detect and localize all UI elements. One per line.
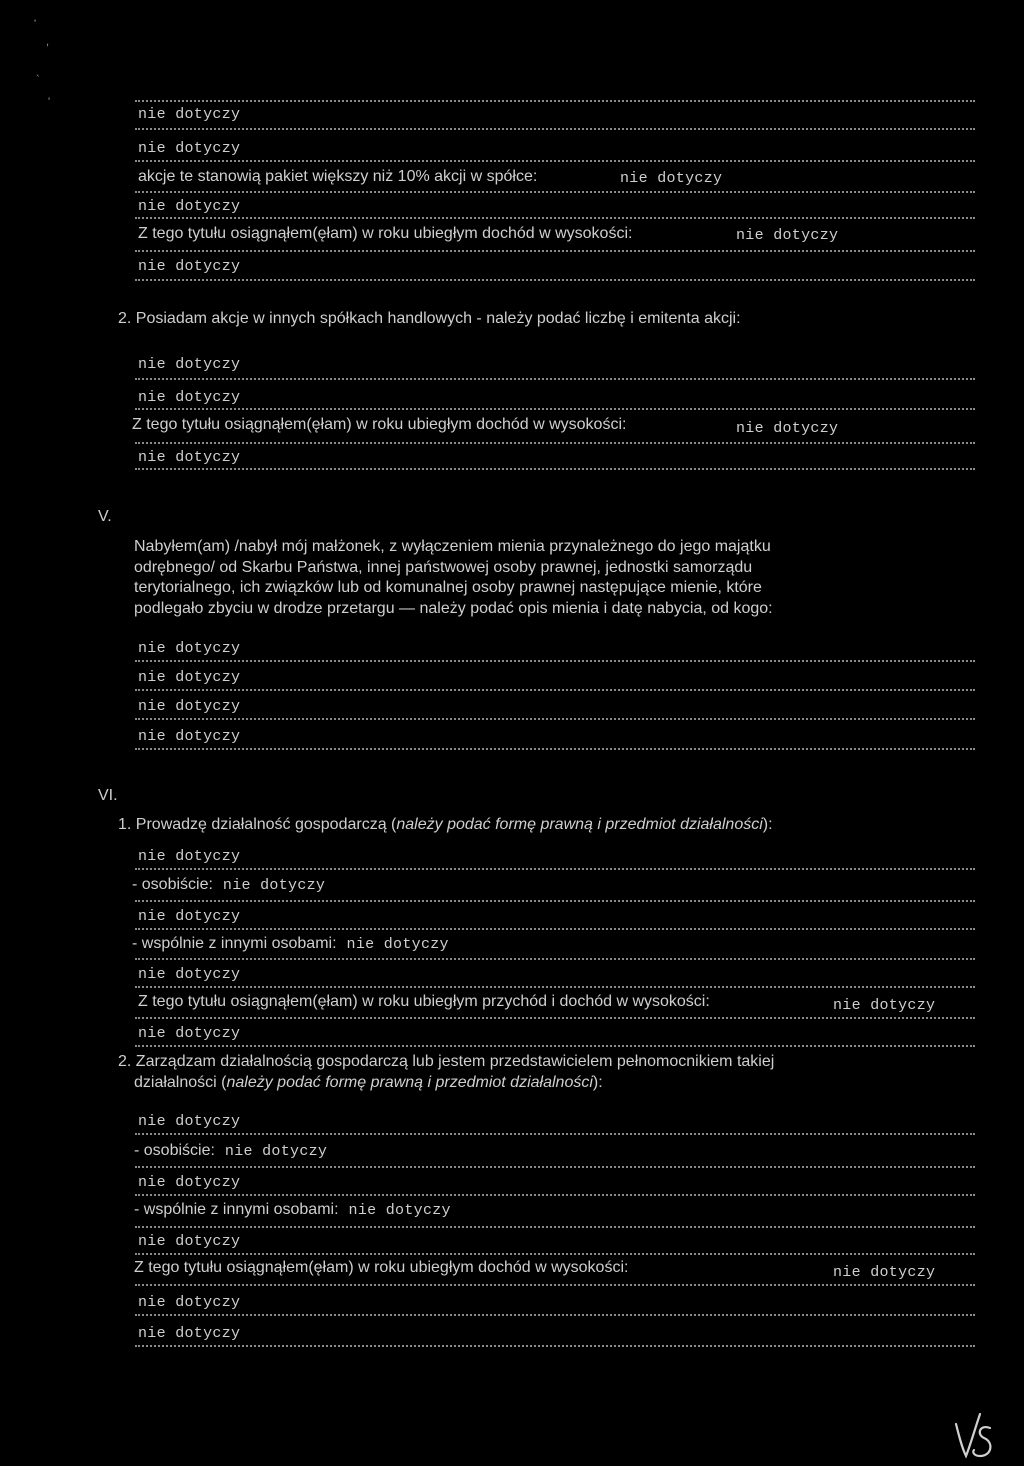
field-value: nie dotyczy [138, 389, 241, 406]
field-value: nie dotyczy [138, 1025, 241, 1042]
personally-label [132, 876, 325, 894]
field-value: nie dotyczy [138, 698, 241, 715]
label-text: ): [762, 816, 773, 833]
dotted-rule [135, 1284, 975, 1286]
section-vi-numeral: VI. [98, 787, 118, 804]
dotted-rule [135, 1314, 975, 1316]
paragraph-line: 2. Zarządzam działalnością gospodarczą lub jestem przedstawicielem pełnomocnikiem takiej [118, 1053, 775, 1070]
dotted-rule [135, 986, 975, 988]
field-value: nie dotyczy [348, 1202, 451, 1219]
dotted-rule [135, 1345, 975, 1347]
field-value: nie dotyczy [138, 669, 241, 686]
dotted-rule [135, 1166, 975, 1168]
field-value: nie dotyczy [138, 640, 241, 657]
dotted-rule [135, 928, 975, 930]
field-value: nie dotyczy [138, 1113, 241, 1130]
signature-icon [950, 1406, 998, 1462]
with-others-label [134, 1201, 451, 1219]
field-value: nie dotyczy [138, 1294, 241, 1311]
shares-10pct-label: akcje te stanowią pakiet większy niż 10% akcji w spółce: [138, 168, 538, 185]
income-label: Z tego tytułu osiągnąłem(ęłam) w roku ubiegłym dochód w wysokości: [132, 416, 627, 433]
label-italic: należy podać formę prawną i przedmiot działalności [396, 816, 763, 833]
field-value: nie dotyczy [138, 198, 241, 215]
paragraph-line: terytorialnego, ich związków lub od komunalnej osoby prawnej następujące mienie, które [134, 579, 762, 596]
section-v-numeral: V. [98, 508, 112, 525]
income-label: Z tego tytułu osiągnąłem(ęłam) w roku ubiegłym dochód w wysokości: [138, 225, 633, 242]
field-value: nie dotyczy [833, 997, 936, 1014]
label-text: - wspólnie z innymi osobami: [134, 1201, 339, 1218]
field-value: nie dotyczy [138, 848, 241, 865]
field-value: nie dotyczy [138, 106, 241, 123]
dotted-rule [135, 1133, 975, 1135]
dotted-rule [135, 718, 975, 720]
field-value: nie dotyczy [138, 966, 241, 983]
personally-label [134, 1142, 327, 1160]
label-text: 1. Prowadzę działalność gospodarczą ( [118, 816, 397, 833]
field-value: nie dotyczy [833, 1264, 936, 1281]
field-value: nie dotyczy [138, 449, 241, 466]
field-value: nie dotyczy [138, 1233, 241, 1250]
scan-mark: ` [36, 74, 40, 86]
paragraph-line: Nabyłem(am) /nabył mój małżonek, z wyłączeniem mienia przynależnego do jego majątku [134, 538, 771, 555]
label-text: - osobiście: [134, 1142, 215, 1159]
scan-mark: ' [34, 18, 37, 30]
label-text: ): [592, 1073, 603, 1091]
dotted-rule [135, 1045, 975, 1047]
field-value: nie dotyczy [222, 877, 326, 894]
field-value: nie dotyczy [138, 728, 241, 745]
income-label: Z tego tytułu osiągnąłem(ęłam) w roku ubiegłym dochód w wysokości: [134, 1259, 629, 1276]
dotted-rule [135, 1017, 975, 1019]
dotted-rule [135, 1253, 975, 1255]
field-value: nie dotyczy [138, 908, 241, 925]
scan-mark: ' [48, 96, 51, 108]
item-2-shares-label: 2. Posiadam akcje w innych spółkach handlowych - należy podać liczbę i emitenta akcji: [118, 310, 741, 327]
item-2-management-label [118, 1052, 774, 1093]
label-text: działalności ( [134, 1073, 227, 1091]
dotted-rule [135, 868, 975, 870]
label-text: - wspólnie z innymi osobami: [132, 935, 337, 952]
paragraph-line: odrębnego/ od Skarbu Państwa, innej państwowej osoby prawnej, jednostki samorządu [134, 558, 753, 576]
dotted-rule [135, 250, 975, 252]
paragraph-line: podlegało zbyciu w drodze przetargu — należy podać opis mienia i datę nabycia, od kogo: [134, 599, 773, 617]
field-value: nie dotyczy [138, 258, 241, 275]
dotted-rule [135, 468, 975, 470]
scan-mark: , [46, 36, 50, 48]
dotted-rule [135, 128, 975, 130]
field-value: nie dotyczy [138, 1325, 241, 1342]
with-others-label [132, 935, 449, 953]
section-v-paragraph [134, 537, 773, 619]
revenue-income-label: Z tego tytułu osiągnąłem(ęłam) w roku ubiegłym przychód i dochód w wysokości: [138, 993, 710, 1010]
dotted-rule [135, 100, 975, 102]
dotted-rule [135, 217, 975, 219]
field-value: nie dotyczy [224, 1143, 328, 1160]
field-value: nie dotyczy [138, 1174, 241, 1191]
dotted-rule [135, 958, 975, 960]
field-value: nie dotyczy [346, 936, 449, 953]
label-text: - osobiście: [132, 876, 213, 893]
dotted-rule [135, 748, 975, 750]
label-italic: należy podać formę prawną i przedmiot działalności [226, 1073, 593, 1091]
dotted-rule [135, 689, 975, 691]
dotted-rule [135, 378, 975, 380]
field-value: nie dotyczy [736, 420, 839, 437]
dotted-rule [135, 160, 975, 162]
field-value: nie dotyczy [138, 140, 241, 157]
field-value: nie dotyczy [620, 170, 723, 187]
dotted-rule [135, 660, 975, 662]
dotted-rule [135, 1226, 975, 1228]
paragraph-line [118, 1073, 774, 1094]
dotted-rule [135, 1194, 975, 1196]
dotted-rule [135, 900, 975, 902]
dotted-rule [135, 442, 975, 444]
field-value: nie dotyczy [736, 227, 839, 244]
dotted-rule [135, 191, 975, 193]
dotted-rule [135, 408, 975, 410]
item-1-business-label [118, 816, 773, 834]
field-value: nie dotyczy [138, 356, 241, 373]
dotted-rule [135, 279, 975, 281]
